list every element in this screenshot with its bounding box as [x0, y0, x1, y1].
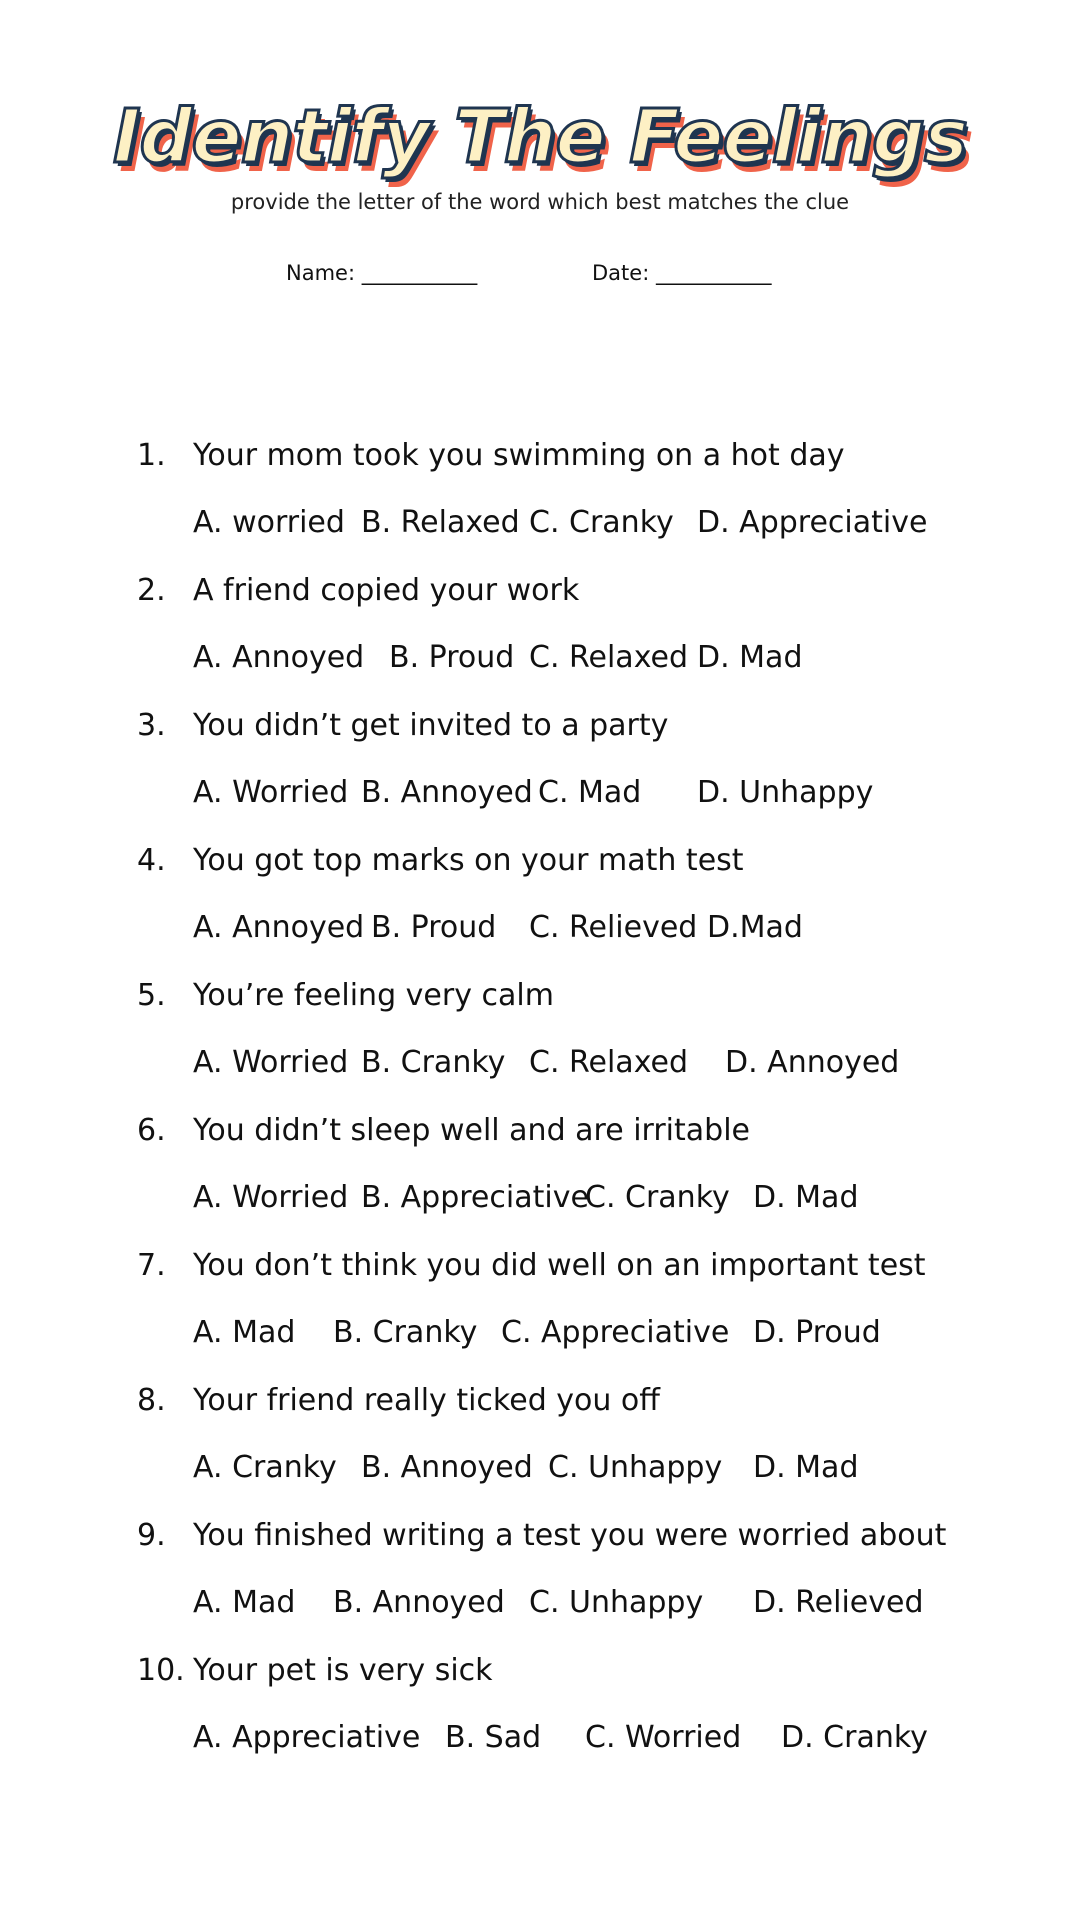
answer-option: B. Relaxed — [361, 505, 520, 540]
answer-option: C. Relieved — [529, 910, 698, 945]
answer-option: B. Annoyed — [361, 775, 533, 810]
question-number: 8. — [137, 1383, 166, 1418]
answer-option: B. Cranky — [361, 1045, 506, 1080]
question-item — [0, 1651, 1080, 1786]
name-field: Name: ___________ — [286, 261, 478, 285]
answer-options — [193, 1178, 973, 1218]
answer-option: D.Mad — [707, 910, 803, 945]
question-text: Your mom took you swimming on a hot day — [193, 438, 845, 473]
answer-option: D. Proud — [753, 1315, 881, 1350]
question-number: 5. — [137, 978, 166, 1013]
worksheet-title: Identify The Feelings — [112, 94, 968, 180]
answer-options — [193, 638, 973, 678]
answer-option: D. Annoyed — [725, 1045, 900, 1080]
answer-option: A. Annoyed — [193, 640, 365, 675]
question-number: 9. — [137, 1518, 166, 1553]
answer-options — [193, 1718, 973, 1758]
answer-option: D. Mad — [753, 1450, 859, 1485]
answer-option: D. Unhappy — [697, 775, 874, 810]
question-number: 7. — [137, 1248, 166, 1283]
answer-option: A. Cranky — [193, 1450, 337, 1485]
answer-options — [193, 908, 973, 948]
question-number: 3. — [137, 708, 166, 743]
question-text: Your friend really ticked you off — [193, 1383, 660, 1418]
answer-option: A. Annoyed — [193, 910, 365, 945]
answer-option: C. Unhappy — [548, 1450, 723, 1485]
answer-option: A. worried — [193, 505, 345, 540]
question-item — [0, 1381, 1080, 1516]
answer-option: B. Annoyed — [333, 1585, 505, 1620]
question-item — [0, 1516, 1080, 1651]
answer-option: C. Appreciative — [501, 1315, 730, 1350]
answer-option: C. Relaxed — [529, 1045, 689, 1080]
date-field: Date: ___________ — [592, 261, 772, 285]
answer-option: C. Cranky — [529, 505, 674, 540]
answer-option: B. Annoyed — [361, 1450, 533, 1485]
question-number: 2. — [137, 573, 166, 608]
question-text: You didn’t sleep well and are irritable — [193, 1113, 750, 1148]
answer-option: C. Cranky — [585, 1180, 730, 1215]
question-number: 10. — [137, 1653, 185, 1688]
question-text: You’re feeling very calm — [193, 978, 554, 1013]
question-text: You didn’t get invited to a party — [193, 708, 669, 743]
question-number: 1. — [137, 438, 166, 473]
answer-option: A. Worried — [193, 1180, 349, 1215]
question-item — [0, 1111, 1080, 1246]
answer-options — [193, 773, 973, 813]
question-text: A friend copied your work — [193, 573, 580, 608]
answer-option: C. Unhappy — [529, 1585, 704, 1620]
question-item — [0, 1246, 1080, 1381]
question-list — [0, 436, 1080, 1786]
answer-option: B. Proud — [389, 640, 515, 675]
answer-option: D. Mad — [753, 1180, 859, 1215]
answer-options — [193, 1583, 973, 1623]
question-text: You finished writing a test you were worried about — [193, 1518, 947, 1553]
answer-option: C. Relaxed — [529, 640, 689, 675]
answer-option: C. Mad — [538, 775, 642, 810]
answer-option: B. Proud — [371, 910, 497, 945]
answer-option: A. Worried — [193, 1045, 349, 1080]
answer-option: B. Sad — [445, 1720, 542, 1755]
answer-option: A. Appreciative — [193, 1720, 421, 1755]
answer-options — [193, 503, 973, 543]
worksheet-subtitle: provide the letter of the word which best matches the clue — [230, 190, 850, 214]
answer-options — [193, 1043, 973, 1083]
answer-options — [193, 1313, 973, 1353]
answer-options — [193, 1448, 973, 1488]
answer-option: A. Mad — [193, 1315, 296, 1350]
question-text: Your pet is very sick — [193, 1653, 493, 1688]
question-number: 4. — [137, 843, 166, 878]
answer-option: D. Mad — [697, 640, 803, 675]
question-text: You don’t think you did well on an important test — [193, 1248, 926, 1283]
answer-option: A. Mad — [193, 1585, 296, 1620]
question-item — [0, 571, 1080, 706]
answer-option: A. Worried — [193, 775, 349, 810]
question-item — [0, 706, 1080, 841]
question-text: You got top marks on your math test — [193, 843, 744, 878]
answer-option: B. Cranky — [333, 1315, 478, 1350]
question-item — [0, 976, 1080, 1111]
answer-option: D. Relieved — [753, 1585, 924, 1620]
answer-option: D. Appreciative — [697, 505, 928, 540]
answer-option: B. Appreciative — [361, 1180, 589, 1215]
answer-option: C. Worried — [585, 1720, 742, 1755]
question-number: 6. — [137, 1113, 166, 1148]
question-item — [0, 841, 1080, 976]
question-item — [0, 436, 1080, 571]
answer-option: D. Cranky — [781, 1720, 928, 1755]
